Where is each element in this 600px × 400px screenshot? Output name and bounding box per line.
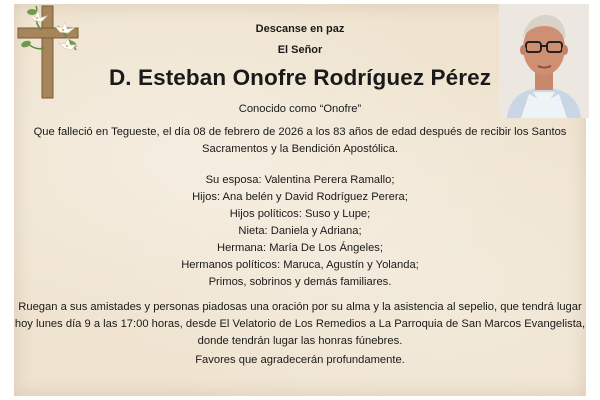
family-line-granddaughters: Nieta: Daniela y Adriana; — [238, 225, 362, 237]
funeral-request-line-2: hoy lunes día 9 a las 17:00 horas, desde El Velatorio de Los Remedios a La Parroquia de San Marcos Evangelista, — [14, 318, 586, 330]
closing-line: Favores que agradecerán profundamente. — [195, 354, 405, 366]
family-line-siblings-in-law: Hermanos políticos: Maruca, Agustín y Yolanda; — [181, 259, 419, 271]
death-notice-line-2: Sacramentos y la Bendición Apostólica. — [202, 143, 398, 155]
family-line-sister: Hermana: María De Los Ángeles; — [216, 242, 384, 254]
family-line-other-relatives: Primos, sobrinos y demás familiares. — [208, 276, 392, 288]
family-line-children: Hijos: Ana belén y David Rodríguez Perera; — [192, 191, 408, 203]
family-line-children-in-law: Hijos políticos: Suso y Lupe; — [229, 208, 371, 220]
rest-in-peace-heading: Descanse en paz — [255, 23, 345, 35]
alias-line: Conocido como “Onofre” — [238, 103, 362, 115]
title-el-senor: El Señor — [277, 44, 323, 56]
deceased-name: D. Esteban Onofre Rodríguez Pérez — [108, 65, 492, 90]
family-line-spouse: Su esposa: Valentina Perera Ramallo; — [205, 174, 395, 186]
funeral-request-line-1: Ruegan a sus amistades y personas piadosas una oración por su alma y la asistencia al sepelio, que tendrá lugar — [18, 301, 582, 313]
funeral-request-line-3: donde tendrán lugar las honras fúnebres. — [197, 335, 403, 347]
death-notice-line-1: Que falleció en Tegueste, el día 08 de febrero de 2026 a los 83 años de edad después de recibir los Santos — [33, 126, 567, 138]
